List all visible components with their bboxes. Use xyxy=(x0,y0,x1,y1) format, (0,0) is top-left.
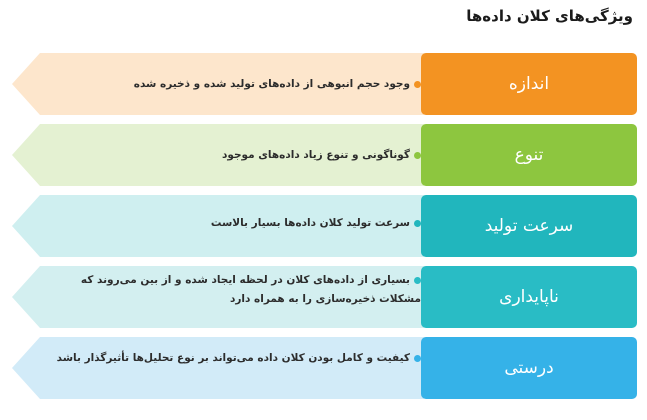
row-veracity xyxy=(12,337,637,399)
bullet-dot xyxy=(414,355,421,362)
bullet-dot xyxy=(414,277,421,284)
label-box xyxy=(421,266,637,328)
label-box xyxy=(421,124,637,186)
label: ناپایداری xyxy=(499,287,559,307)
description-line-1: گوناگونی و تنوع زیاد داده‌های موجود xyxy=(222,149,410,161)
label: اندازه xyxy=(508,74,550,94)
row-size xyxy=(12,53,637,115)
row-variety xyxy=(12,124,637,186)
bullet-dot xyxy=(414,220,421,227)
description-line-2: مشکلات ذخیره‌سازی را به همراه دارد xyxy=(229,293,421,305)
row-velocity xyxy=(12,195,637,257)
description xyxy=(49,146,421,165)
description xyxy=(49,349,421,368)
description-line-1: کیفیت و کامل بودن کلان داده می‌تواند بر نوع تحلیل‌ها تأثیرگذار باشد xyxy=(56,352,410,364)
description-line-1: سرعت تولید کلان داده‌ها بسیار بالاست xyxy=(210,217,410,229)
label-box xyxy=(421,53,637,115)
bullet-dot xyxy=(414,81,421,88)
label: سرعت تولید xyxy=(484,216,574,236)
description xyxy=(49,75,421,94)
label: تنوع xyxy=(514,145,544,165)
label: درستی xyxy=(504,358,554,378)
diagram-title: ویژگی‌های کلان داده‌ها xyxy=(466,7,633,25)
row-volatility xyxy=(12,266,637,328)
description xyxy=(49,271,421,309)
description-line-1: بسیاری از داده‌های کلان در لحظه ایجاد شده و از بین می‌روند که xyxy=(80,274,410,286)
label-box xyxy=(421,195,637,257)
arrow-shape xyxy=(12,337,424,399)
label-box xyxy=(421,337,637,399)
description xyxy=(49,214,421,233)
description-line-1: وجود حجم انبوهی از داده‌های تولید شده و ذخیره شده xyxy=(133,78,410,90)
bullet-dot xyxy=(414,152,421,159)
